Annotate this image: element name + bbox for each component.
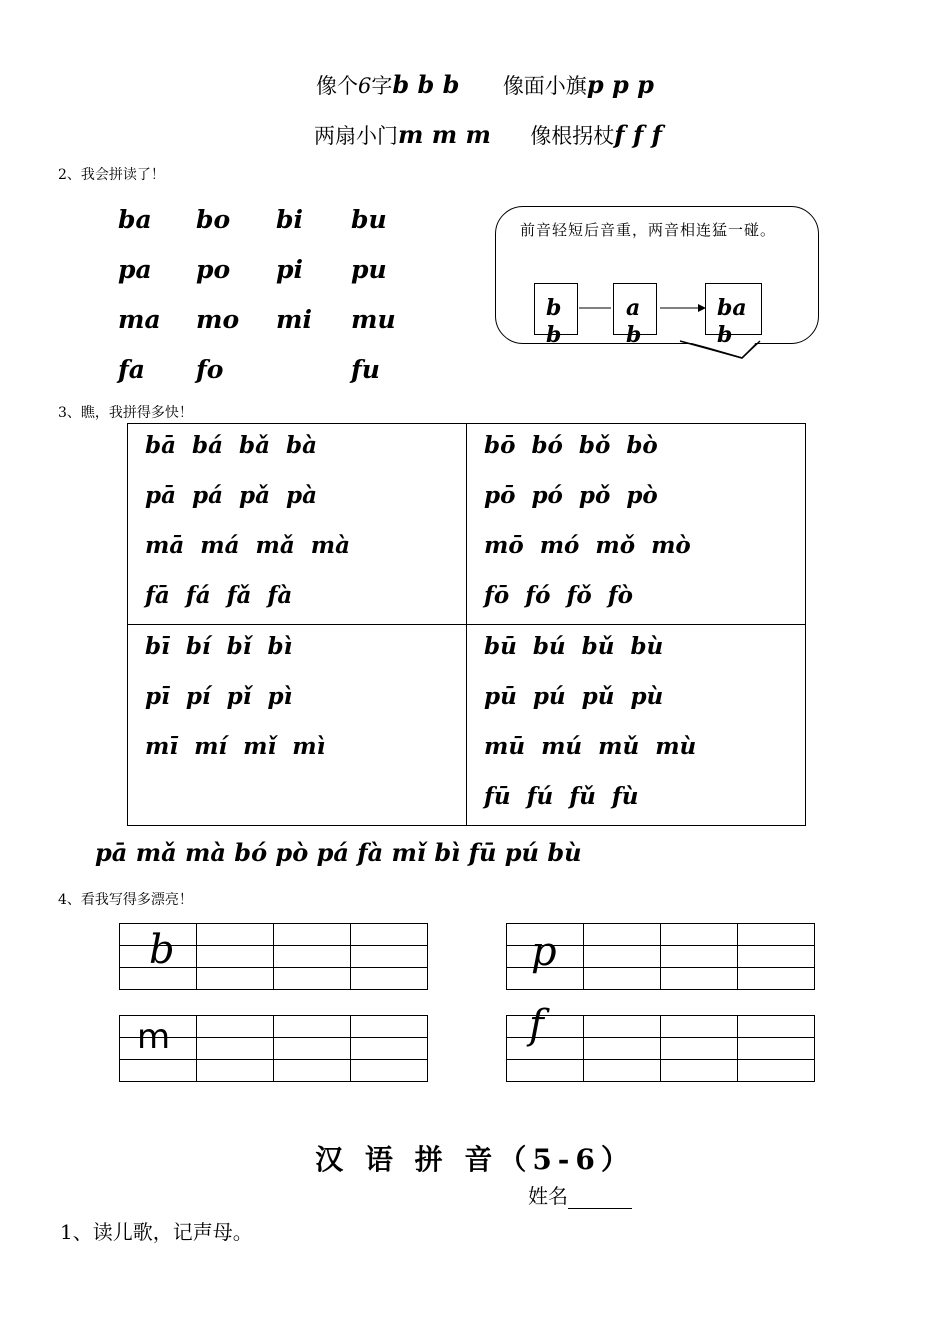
syllable: ba <box>118 205 152 234</box>
tone-cell-a <box>128 424 467 625</box>
blend-box-bottom: b <box>546 322 562 348</box>
tone-cell-u <box>467 625 806 826</box>
blend-box-bottom: b <box>626 322 642 348</box>
rhyme-text: 像面小旗 <box>502 74 587 98</box>
tone-line: pī pí pǐ pì <box>145 683 293 710</box>
tone-line: mā má mǎ mà <box>145 532 351 559</box>
syllable: pi <box>276 255 303 284</box>
syllable: pa <box>118 255 152 284</box>
blend-box-bottom: b <box>717 322 733 348</box>
writing-letter: m <box>137 1017 171 1057</box>
tone-table <box>127 423 806 826</box>
syllable: fu <box>351 355 380 384</box>
rhyme-letters: f f f <box>614 120 662 149</box>
question-1: 1、读儿歌，记声母。 <box>60 1220 253 1244</box>
rhyme-text: 两扇小门 <box>314 124 398 148</box>
tone-line: pā pá pǎ pà <box>145 482 317 509</box>
tone-line: fā fá fǎ fà <box>145 582 293 609</box>
syllable: bu <box>351 205 387 234</box>
syllable: pu <box>351 255 387 284</box>
syllable: mu <box>351 305 396 334</box>
tone-line: pō pó pǒ pò <box>484 482 658 509</box>
blend-connectors <box>0 0 950 400</box>
syllable: ma <box>118 305 161 334</box>
blend-box-top: a <box>626 295 641 321</box>
tone-line: fō fó fǒ fò <box>484 582 633 609</box>
rhyme-text: 字 <box>371 74 393 98</box>
syllable: mi <box>276 305 312 334</box>
rhyme-letters: p p p <box>586 70 654 99</box>
tone-line: mō mó mǒ mò <box>484 532 691 559</box>
tone-line <box>128 775 466 825</box>
tone-line: mī mí mǐ mì <box>145 733 326 760</box>
tone-line: fū fú fǔ fù <box>484 783 639 810</box>
syllable: bi <box>276 205 303 234</box>
blend-box-top: ba <box>717 295 747 321</box>
mixed-syllable-line: pā mǎ mà bó pò pá fà mǐ bì fū pú bù <box>95 838 582 867</box>
rhyme-letters: m m m <box>398 120 491 149</box>
blending-rule-text: 前音轻短后音重，两音相连猛一碰。 <box>520 221 777 239</box>
tone-line: bō bó bǒ bò <box>484 432 658 459</box>
syllable: fo <box>196 355 224 384</box>
rhyme-text: 像根拐杖 <box>530 124 615 148</box>
tone-line: pū pú pǔ pù <box>484 683 664 710</box>
writing-grid-f <box>506 1015 815 1082</box>
syllable: fa <box>118 355 145 384</box>
writing-letter: b <box>149 927 175 973</box>
tone-cell-i <box>128 625 467 826</box>
name-label: 姓名 <box>528 1184 568 1208</box>
section-4-heading: 4、看我写得多漂亮！ <box>58 892 193 908</box>
page-title: 汉 语 拼 音（5-6） <box>315 1143 635 1176</box>
syllable: bo <box>196 205 231 234</box>
rhyme-letters: b b b <box>392 70 460 99</box>
tone-line: bā bá bǎ bà <box>145 432 317 459</box>
writing-letter: p <box>531 929 557 975</box>
blend-box-top: b <box>546 295 562 321</box>
tone-line: bū bú bǔ bù <box>484 633 664 660</box>
tone-line: mū mú mǔ mù <box>484 733 697 760</box>
writing-letter: f <box>529 1002 544 1048</box>
section-3-heading: 3、瞧，我拼得多快！ <box>58 405 193 421</box>
tone-cell-o <box>467 424 806 625</box>
rhyme-text: 像个 <box>316 74 358 98</box>
tone-line: bī bí bǐ bì <box>145 633 293 660</box>
rhyme-number: 6 <box>358 74 372 98</box>
syllable: po <box>196 255 231 284</box>
section-2-heading: 2、我会拼读了！ <box>58 167 165 183</box>
syllable: mo <box>196 305 240 334</box>
name-blank[interactable] <box>568 1188 632 1209</box>
arrow-right-icon <box>698 304 706 312</box>
name-field <box>528 1180 632 1209</box>
